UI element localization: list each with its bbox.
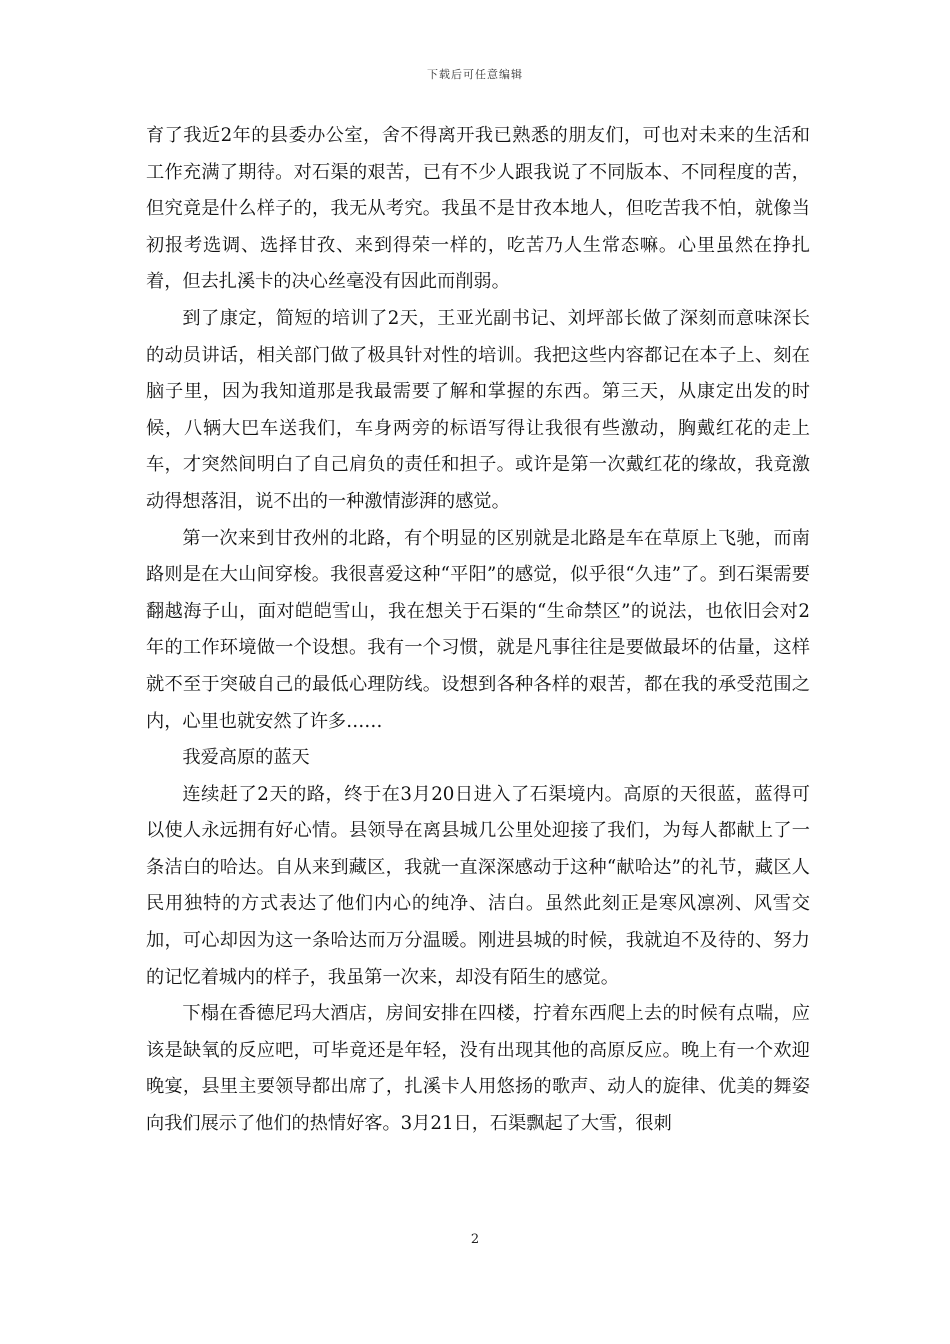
paragraph-continuation: 育了我近2年的县委办公室，舍不得离开我已熟悉的朋友们，可也对未来的生活和工作充满了期待。对石渠的艰苦，已有不少人跟我说了不同版本、不同程度的苦，但究竟是什么样子的，我无从考究。我虽不是甘孜本地人，但吃苦我不怕，就像当初报考选调、选择甘孜、来到得荣一样的，吃苦乃人生常态嘛。心里虽然在挣扎着，但去扎溪卡的决心丝毫没有因此而削弱。 (146, 125, 810, 293)
paragraph-hotel: 下榻在香德尼玛大酒店，房间安排在四楼，拧着东西爬上去的时候有点喘，应该是缺氧的反应吧，可毕竟还是年轻，没有出现其他的高原反应。晚上有一个欢迎晚宴，县里主要领导都出席了，扎溪卡人用悠扬的歌声、动人的旋律、优美的舞姿向我们展示了他们的热情好客。3月21日，石渠飘起了大雪，很刺 (146, 1003, 810, 1135)
page-header: 下载后可任意编辑 (427, 68, 523, 81)
section-heading: 我爱高原的蓝天 (182, 747, 310, 769)
paragraph-north-road: 第一次来到甘孜州的北路，有个明显的区别就是北路是车在草原上飞驰，而南路则是在大山间穿梭。我很喜爱这种“平阳”的感觉，似乎很“久违”了。到石渠需要翻越海子山，面对皑皑雪山，我在想关于石渠的“生命禁区”的说法，也依旧会对2年的工作环境做一个设想。我有一个习惯，就是凡事往往是要做最坏的估量，这样就不至于突破自己的最低心理防线。设想到各种各样的艰苦，都在我的承受范围之内，心里也就安然了许多…… (146, 527, 810, 732)
document-body (146, 118, 810, 1143)
paragraph-kangding: 到了康定，简短的培训了2天，王亚光副书记、刘坪部长做了深刻而意味深长的动员讲话，相关部门做了极具针对性的培训。我把这些内容都记在本子上、刻在脑子里，因为我知道那是我最需要了解和掌握的东西。第三天，从康定出发的时候，八辆大巴车送我们，车身两旁的标语写得让我很有些激动，胸戴红花的走上车，才突然间明白了自己肩负的责任和担子。或许是第一次戴红花的缘故，我竟激动得想落泪，说不出的一种激情澎湃的感觉。 (146, 307, 810, 512)
paragraph-arrival: 连续赶了2天的路，终于在3月20日进入了石渠境内。高原的天很蓝，蓝得可以使人永远拥有好心情。县领导在离县城几公里处迎接了我们，为每人都献上了一条洁白的哈达。自从来到藏区，我就一直深深感动于这种“献哈达”的礼节，藏区人民用独特的方式表达了他们内心的纯净、洁白。虽然此刻正是寒风凛冽、风雪交加，可心却因为这一条哈达而万分温暖。刚进县城的时候，我就迫不及待的、努力的记忆着城内的样子，我虽第一次来，却没有陌生的感觉。 (146, 783, 810, 988)
page-number: 2 (470, 1232, 480, 1247)
